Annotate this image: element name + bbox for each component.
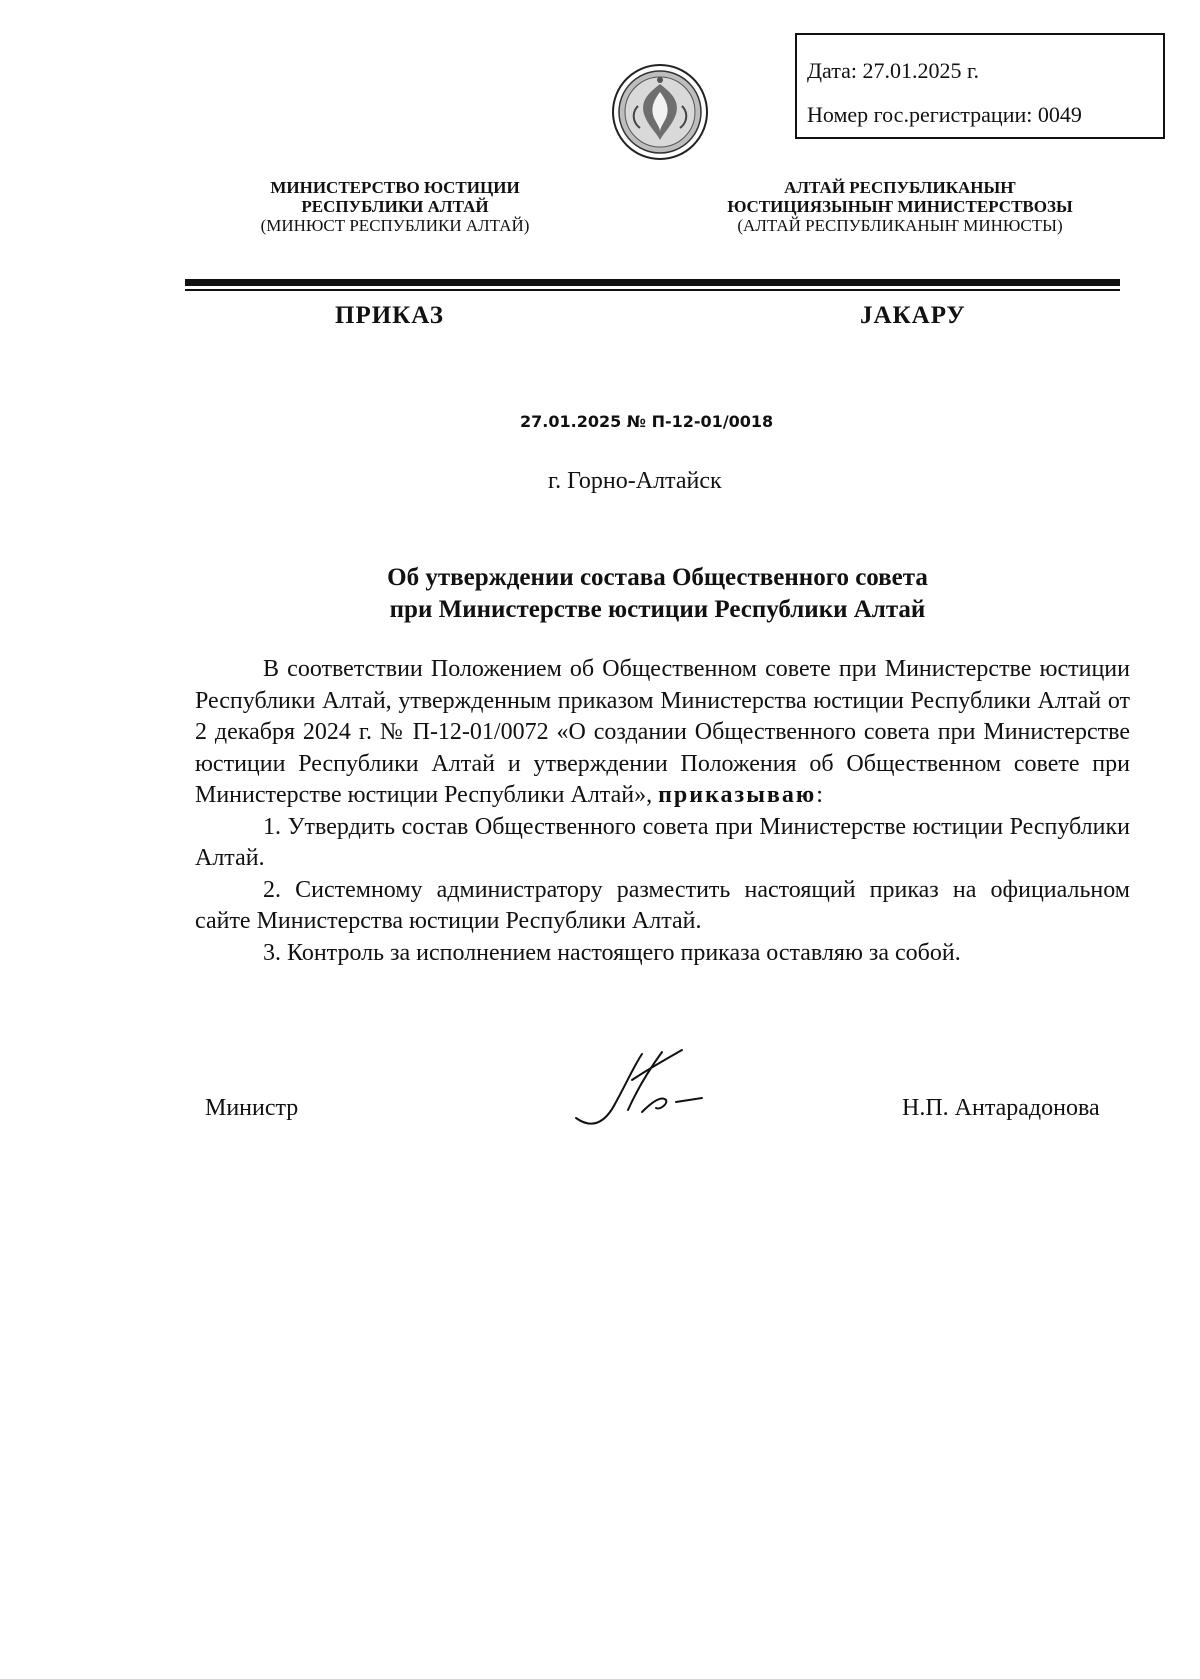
body-item-2: 2. Системному администратору разместить настоящий приказ на официальном сайте Министерства юстиции Республики Алтай. — [195, 876, 1130, 934]
registration-number — [807, 93, 1163, 137]
header-org-ru-line3: (МИНЮСТ РЕСПУБЛИКИ АЛТАЙ) — [260, 216, 530, 235]
header-org-alt-line3: (АЛТАЙ РЕСПУБЛИКАНЫҤ МИНЮСТЫ) — [737, 216, 1063, 235]
header-org-alt-line1: АЛТАЙ РЕСПУБЛИКАНЫҤ — [784, 178, 1016, 197]
registration-number-value: 0049 — [1037, 102, 1082, 127]
registration-date-label: Дата: — [807, 58, 857, 83]
header-org-ru — [230, 178, 560, 235]
order-city: г. Горно-Алтайск — [548, 468, 722, 494]
header-divider-thin — [185, 289, 1120, 291]
header-org-ru-line1: МИНИСТЕРСТВО ЮСТИЦИИ — [270, 178, 520, 197]
doc-type-alt: JАКАРУ — [860, 302, 966, 329]
body-intro-paragraph — [195, 654, 1130, 812]
registration-box — [795, 33, 1165, 139]
signer-name: Н.П. Антарадонова — [902, 1095, 1100, 1121]
body-item-1: 1. Утвердить состав Общественного совета при Министерстве юстиции Республики Алтай. — [195, 813, 1130, 871]
registration-date-value: 27.01.2025 г. — [862, 58, 980, 83]
registration-number-label: Номер гос.регистрации: — [807, 102, 1033, 127]
signer-title: Министр — [205, 1095, 299, 1121]
header-org-alt — [720, 178, 1080, 235]
body-keyword: приказываю — [658, 782, 817, 808]
header-org-alt-line2: ЮСТИЦИЯЗЫНЫҤ МИНИСТЕРСТВОЗЫ — [727, 197, 1073, 216]
registration-date — [807, 49, 1163, 93]
document-title — [200, 562, 1115, 626]
order-number: 27.01.2025 № П-12-01/0018 — [520, 412, 774, 431]
document-body — [195, 654, 1130, 969]
header-org-ru-line2: РЕСПУБЛИКИ АЛТАЙ — [301, 197, 489, 216]
header-divider-thick — [185, 279, 1120, 286]
document-title-line1: Об утверждении состава Общественного совета — [387, 564, 928, 591]
body-colon: : — [816, 782, 823, 808]
doc-type-ru: ПРИКАЗ — [335, 302, 444, 329]
body-intro: В соответствии Положением об Общественном совете при Министерстве юстиции Республики Алтай, утвержденным приказом Министерства юстиции Республики Алтай от 2 декабря 2024 г. № П-12-01/0072 «О создании Общественного совета при Министерстве юстиции Республики Алтай и утверждении Положения об Общественном совете при Министерстве юстиции Республики Алтай», — [195, 656, 1130, 808]
body-item-3: 3. Контроль за исполнением настоящего приказа оставляю за собой. — [263, 939, 961, 966]
document-title-line2: при Министерстве юстиции Республики Алтай — [389, 596, 926, 623]
handwritten-signature — [570, 1040, 720, 1140]
emblem-icon — [610, 62, 710, 162]
